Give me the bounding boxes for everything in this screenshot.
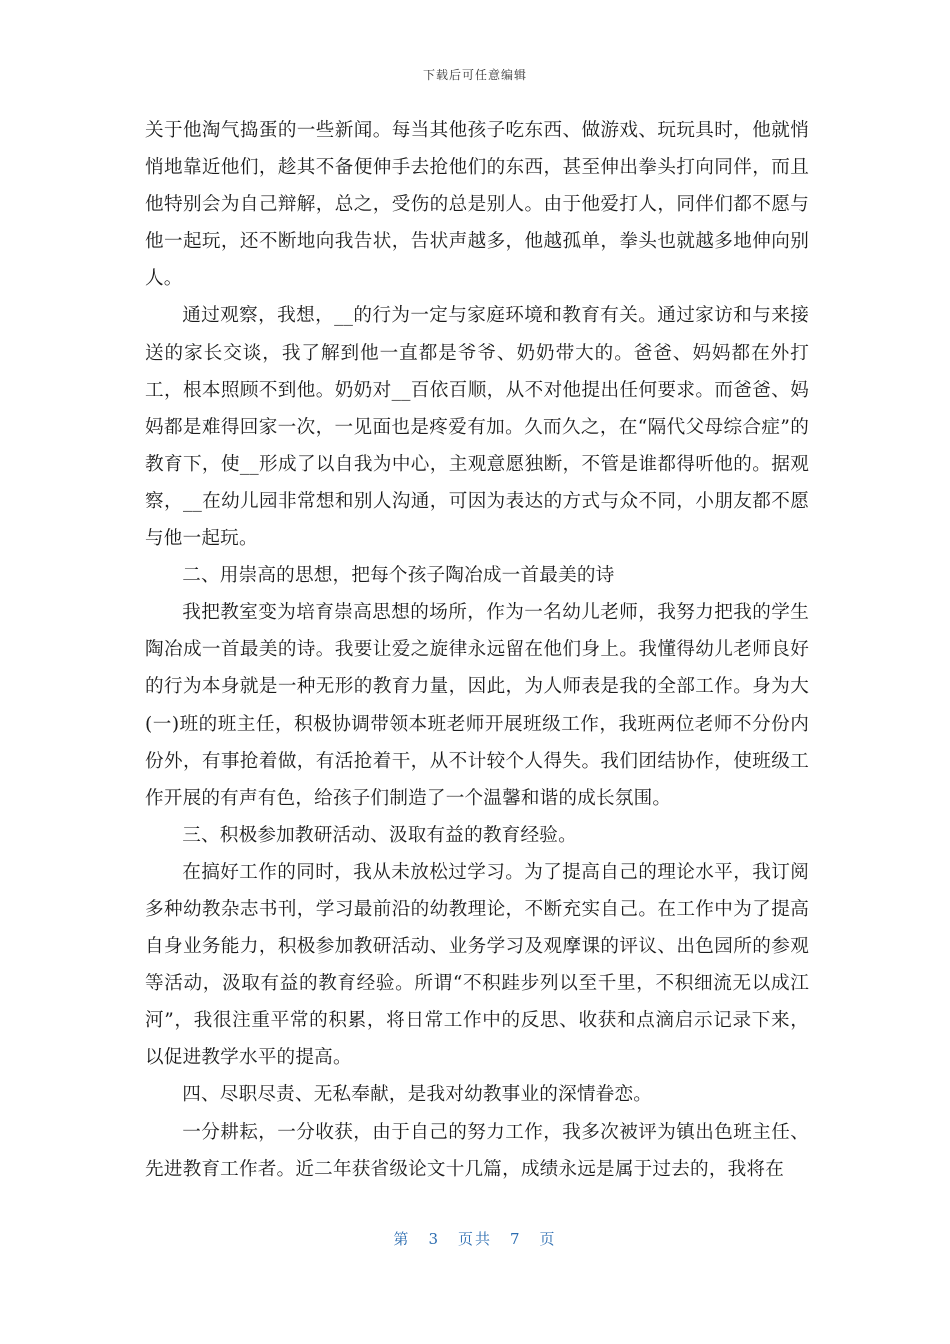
paragraph: 一分耕耘，一分收获，由于自己的努力工作，我多次被评为镇出色班主任、先进教育工作者。近二年获省级论文十几篇，成绩永远是属于过去的，我将在 xyxy=(145,1121,809,1180)
current-page-number: 3 xyxy=(428,1230,440,1248)
total-page-count: 7 xyxy=(510,1230,522,1248)
header-note: 下载后可任意编辑 xyxy=(422,68,527,82)
section-heading: 二、用崇高的思想，把每个孩子陶冶成一首最美的诗 xyxy=(182,565,615,587)
paragraph: 我把教室变为培育崇高思想的场所，作为一名幼儿老师，我努力把我的学生陶冶成一首最美的诗。我要让爱之旋律永远留在他们身上。我懂得幼儿老师良好的行为本身就是一种无形的教育力量，因此，为人师表是我的全部工作。身为大(一)班的班主任，积极协调带领本班老师开展班级工作，我班两位老师不分份内份外，有事抢着做，有活抢着干，从不计较个人得失。我们团结协作，使班级工作开展的有声有色，给孩子们制造了一个温馨和谐的成长氛围。 xyxy=(145,602,809,809)
paragraph: 在搞好工作的同时，我从未放松过学习。为了提高自己的理论水平，我订阅多种幼教杂志书刊，学习最前沿的幼教理论，不断充实自己。在工作中为了提高自身业务能力，积极参加教研活动、业务学习及观摩课的评议、出色园所的参观等活动，汲取有益的教育经验。所谓“不积跬步列以至千里，不积细流无以成江河”，我很注重平常的积累，将日常工作中的反思、收获和点滴启示记录下来，以促进教学水平的提高。 xyxy=(145,861,809,1069)
footer-middle: 页共 xyxy=(457,1230,492,1248)
document-body xyxy=(145,112,809,1188)
paragraph: 通过观察，我想，__的行为一定与家庭环境和教育有关。通过家访和与来接送的家长交谈，我了解到他一直都是爷爷、奶奶带大的。爸爸、妈妈都在外打工，根本照顾不到他。奶奶对__百依百顺，从不对他提出任何要求。而爸爸、妈妈都是难得回家一次，一见面也是疼爱有加。久而久之，在“隔代父母综合症”的教育下，使__形成了以自我为中心，主观意愿独断，不管是谁都得听他的。据观察，__在幼儿园非常想和别人沟通，可因为表达的方式与众不同，小朋友都不愿与他一起玩。 xyxy=(145,305,809,550)
section-heading: 四、尽职尽责、无私奉献，是我对幼教事业的深情眷恋。 xyxy=(182,1084,653,1106)
section-heading: 三、积极参加教研活动、汲取有益的教育经验。 xyxy=(182,824,577,846)
page-footer xyxy=(0,1228,950,1249)
footer-prefix: 第 xyxy=(393,1230,411,1248)
paragraph: 关于他淘气捣蛋的一些新闻。每当其他孩子吃东西、做游戏、玩玩具时，他就悄悄地靠近他们，趁其不备便伸手去抢他们的东西，甚至伸出拳头打向同伴，而且他特别会为自己辩解，总之，受伤的总是别人。由于他爱打人，同伴们都不愿与他一起玩，还不断地向我告状，告状声越多，他越孤单，拳头也就越多地伸向别人。 xyxy=(145,120,809,290)
footer-suffix: 页 xyxy=(539,1230,557,1248)
